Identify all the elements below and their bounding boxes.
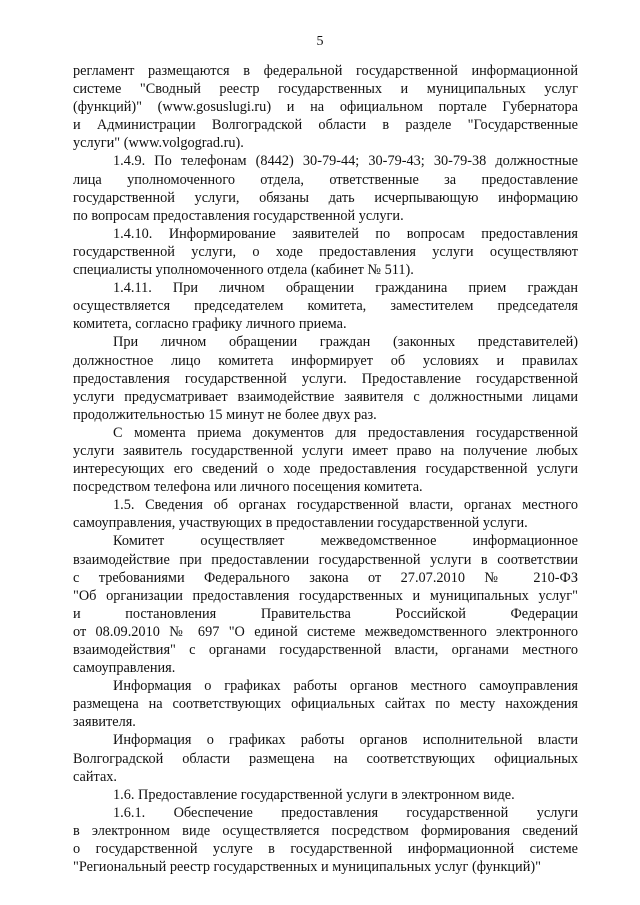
text-line: заявителя. xyxy=(73,714,136,731)
paragraph-p5 xyxy=(73,333,578,423)
text-line: (функций)" (www.gosuslugi.ru) и на официальном портале Губернатора xyxy=(73,99,578,116)
paragraph-p7 xyxy=(73,496,578,532)
text-line: "Об организации предоставления государственных и муниципальных услуг" xyxy=(73,587,578,604)
text-line: комитета, согласно графику личного приема. xyxy=(73,316,347,333)
text-line: государственной услуги, обязаны дать исчерпывающую информацию xyxy=(73,189,578,206)
paragraph-p1 xyxy=(73,62,578,152)
text-line: о государственной услуге в государственной информационной системе xyxy=(73,841,578,858)
text-line: 1.4.9. По телефонам (8442) 30-79-44; 30-79-43; 30-79-38 должностные xyxy=(113,153,578,170)
text-line: Комитет осуществляет межведомственное информационное xyxy=(113,533,578,550)
text-line: регламент размещаются в федеральной государственной информационной xyxy=(73,63,578,79)
text-line: самоуправления, участвующих в предоставлении государственной услуги. xyxy=(73,515,528,532)
text-line: "Региональный реестр государственных и муниципальных услуг (функций)" xyxy=(73,859,541,876)
text-line: с требованиями Федерального закона от 27.07.2010 № 210-ФЗ xyxy=(73,569,578,586)
text-line: 1.6. Предоставление государственной услуги в электронном виде. xyxy=(113,786,515,803)
text-line: в электронном виде осуществляется посредством формирования сведений xyxy=(73,822,578,839)
paragraph-p12 xyxy=(73,804,578,876)
text-line: продолжительностью 15 минут не более двух раз. xyxy=(73,406,377,423)
text-line: 1.4.11. При личном обращении гражданина прием граждан xyxy=(113,280,578,297)
text-line: и постановления Правительства Российской Федерации xyxy=(73,605,578,622)
page-number: 5 xyxy=(316,34,324,49)
text-line: услуги заявитель государственной услуги имеет право на получение любых xyxy=(73,442,578,459)
text-line: сайтах. xyxy=(73,768,118,785)
text-line: системе "Сводный реестр государственных и муниципальных услуг xyxy=(73,81,578,98)
text-line: взаимодействия" с органами государственной власти, органами местного xyxy=(73,642,578,658)
text-line: государственной услуги, о ходе предоставления услуги осуществляют xyxy=(73,243,578,260)
text-line: самоуправления. xyxy=(73,660,176,677)
document-body xyxy=(73,62,578,876)
text-line: должностное лицо комитета информирует об условиях и правилах xyxy=(73,352,578,369)
text-line: услуги предусматривает взаимодействие заявителя с должностными лицами xyxy=(73,388,578,405)
text-line: специалисты уполномоченного отдела (кабинет № 511). xyxy=(73,262,414,279)
text-line: по вопросам предоставления государственной услуги. xyxy=(73,207,404,224)
text-line: 1.6.1. Обеспечение предоставления государственной услуги xyxy=(113,804,578,821)
text-line: 1.4.10. Информирование заявителей по вопросам предоставления xyxy=(113,225,578,242)
text-line: Информация о графиках работы органов местного самоуправления xyxy=(113,678,578,695)
text-line: посредством телефона или личного посещения комитета. xyxy=(73,479,423,496)
text-line: от 08.09.2010 № 697 "О единой системе межведомственного электронного xyxy=(73,623,578,640)
text-line: 1.5. Сведения об органах государственной власти, органах местного xyxy=(113,497,578,514)
text-line: Волгоградской области размещена на соответствующих официальных xyxy=(73,750,578,767)
paragraph-p9 xyxy=(73,677,578,731)
text-line: и Администрации Волгоградской области в разделе "Государственные xyxy=(73,117,578,134)
paragraph-p2 xyxy=(73,152,578,224)
paragraph-p4 xyxy=(73,279,578,333)
text-line: Информация о графиках работы органов исполнительной власти xyxy=(113,732,578,749)
paragraph-p8 xyxy=(73,532,578,677)
text-line: интересующих его сведений о ходе предоставления государственной услуги xyxy=(73,461,578,478)
text-line: лица уполномоченного отдела, ответственные за предоставление xyxy=(73,171,578,188)
text-line: размещена на соответствующих официальных сайтах по месту нахождения xyxy=(73,696,578,713)
paragraph-p10 xyxy=(73,731,578,785)
text-line: осуществляется председателем комитета, заместителем председателя xyxy=(73,298,578,315)
text-line: взаимодействие при предоставлении государственной услуги в соответствии xyxy=(73,551,578,568)
text-line: предоставления государственной услуги. Предоставление государственной xyxy=(73,370,578,387)
paragraph-p6 xyxy=(73,424,578,496)
text-line: При личном обращении граждан (законных представителей) xyxy=(113,334,578,351)
text-line: услуги" (www.volgograd.ru). xyxy=(73,135,244,152)
paragraph-p11 xyxy=(73,786,578,804)
text-line: С момента приема документов для предоставления государственной xyxy=(113,424,578,441)
paragraph-p3 xyxy=(73,225,578,279)
